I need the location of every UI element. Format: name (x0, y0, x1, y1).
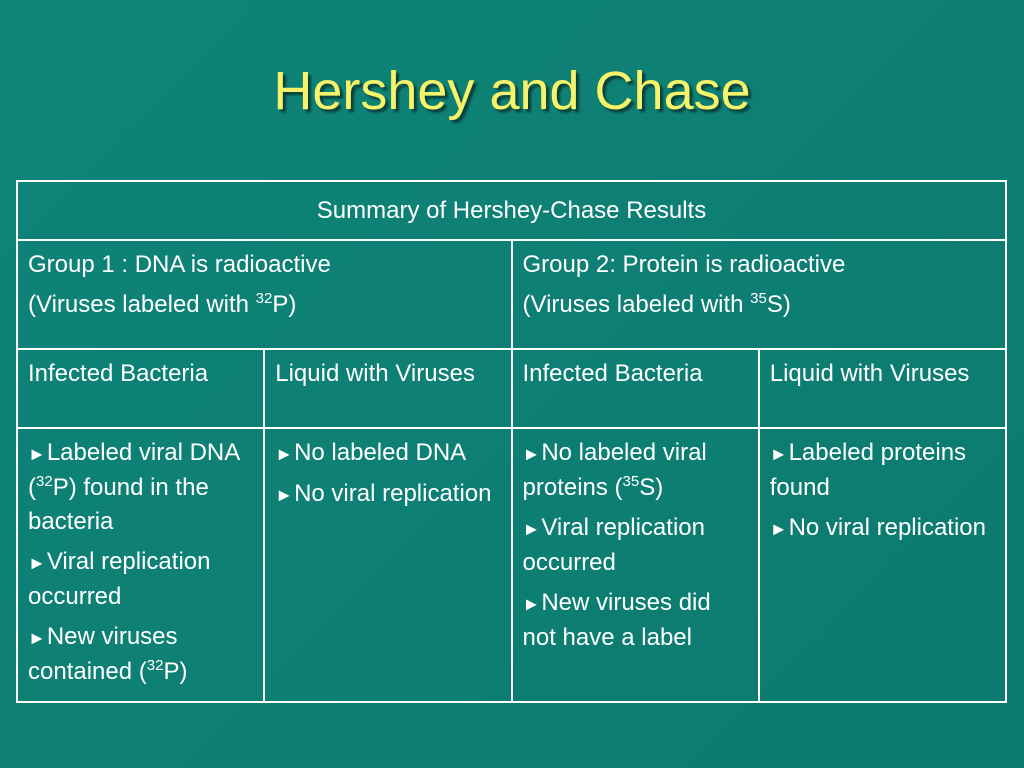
bullet-arrow-icon: ► (769, 519, 788, 539)
group2-label-sup: 35 (750, 290, 767, 307)
g1-bacteria-b1-post: P) found in the bacteria (28, 474, 209, 535)
summary-header-text: Summary of Hershey-Chase Results (316, 197, 707, 224)
results-row (17, 428, 1006, 702)
group2-header-cell (512, 240, 1007, 349)
g1-bacteria-bullet-1 (28, 436, 253, 539)
g2-liquid-bullet-2 (770, 511, 995, 546)
bullet-arrow-icon: ► (28, 628, 46, 648)
summary-header-cell (17, 181, 1006, 240)
group1-label-pre: (Viruses labeled with (28, 291, 256, 318)
g2-bacteria-bullet-3 (523, 586, 748, 655)
summary-row (17, 181, 1006, 240)
g1-liquid-b2: No viral replication (294, 480, 492, 507)
slide-title: Hershey and Chase (273, 61, 751, 121)
g2-bacteria-bullet-1 (523, 436, 748, 505)
g2-bacteria-b1-pre: No labeled viral proteins ( (522, 439, 707, 501)
g1-bacteria-b3-sup: 32 (146, 657, 164, 674)
g2-bacteria-b3: New viruses did not have a label (522, 589, 711, 651)
g2-bacteria-b2: Viral replication occurred (522, 514, 705, 576)
g1-bacteria-bullet-3 (28, 620, 253, 689)
g2-liquid-b1: Labeled proteins found (769, 439, 967, 501)
bullet-arrow-icon: ► (522, 519, 541, 539)
subheader-g1-bacteria: Infected Bacteria (17, 349, 264, 428)
group-row (17, 240, 1006, 349)
group1-header-cell (17, 240, 512, 349)
subheader-g2-liquid: Liquid with Viruses (759, 349, 1006, 428)
g2-bacteria-b1-sup: 35 (622, 473, 640, 490)
g1-liquid-b1: No labeled DNA (294, 439, 467, 466)
g2-liquid-b2: No viral replication (788, 514, 986, 541)
bullet-arrow-icon: ► (522, 444, 541, 464)
bullet-arrow-icon: ► (522, 594, 541, 614)
group2-label-post: S) (766, 291, 791, 318)
g2-bacteria-bullet-2 (523, 511, 748, 580)
group1-label-post: P) (272, 291, 297, 318)
results-table (16, 180, 1007, 703)
group1-label-sup: 32 (255, 290, 273, 307)
g1-bacteria-b3-pre: New viruses contained ( (28, 623, 178, 685)
g2-bacteria-b1-post: S) (639, 474, 664, 501)
g2-liquid-cell (759, 428, 1006, 702)
bullet-arrow-icon: ► (769, 444, 788, 464)
g1-liquid-bullet-2 (275, 477, 500, 512)
bullet-arrow-icon: ► (28, 553, 46, 573)
g1-liquid-cell (264, 428, 511, 702)
g1-bacteria-b1-pre: Labeled viral DNA ( (28, 439, 239, 501)
g1-bacteria-cell (17, 428, 264, 702)
group2-title-text: Group 2: Protein is radioactive (522, 251, 846, 278)
g2-liquid-bullet-1 (770, 436, 995, 505)
group1-title (28, 248, 501, 282)
group2-label (523, 288, 996, 322)
g2-bacteria-cell (512, 428, 759, 702)
group1-label (28, 288, 501, 322)
subheader-g1-liquid: Liquid with Viruses (264, 349, 511, 428)
bullet-arrow-icon: ► (275, 444, 294, 464)
g1-bacteria-b2: Viral replication occurred (28, 548, 211, 610)
g1-liquid-bullet-1 (275, 436, 500, 471)
g1-bacteria-bullet-2 (28, 545, 253, 614)
group1-title-text: Group 1 : DNA is radioactive (28, 251, 331, 278)
g1-bacteria-b1-sup: 32 (36, 473, 53, 490)
g1-bacteria-b3-post: P) (163, 658, 188, 685)
group2-title (523, 248, 996, 282)
group2-label-pre: (Viruses labeled with (522, 291, 751, 318)
bullet-arrow-icon: ► (28, 444, 46, 464)
subheader-row (17, 349, 1006, 428)
subheader-g2-bacteria: Infected Bacteria (512, 349, 759, 428)
bullet-arrow-icon: ► (275, 485, 294, 505)
